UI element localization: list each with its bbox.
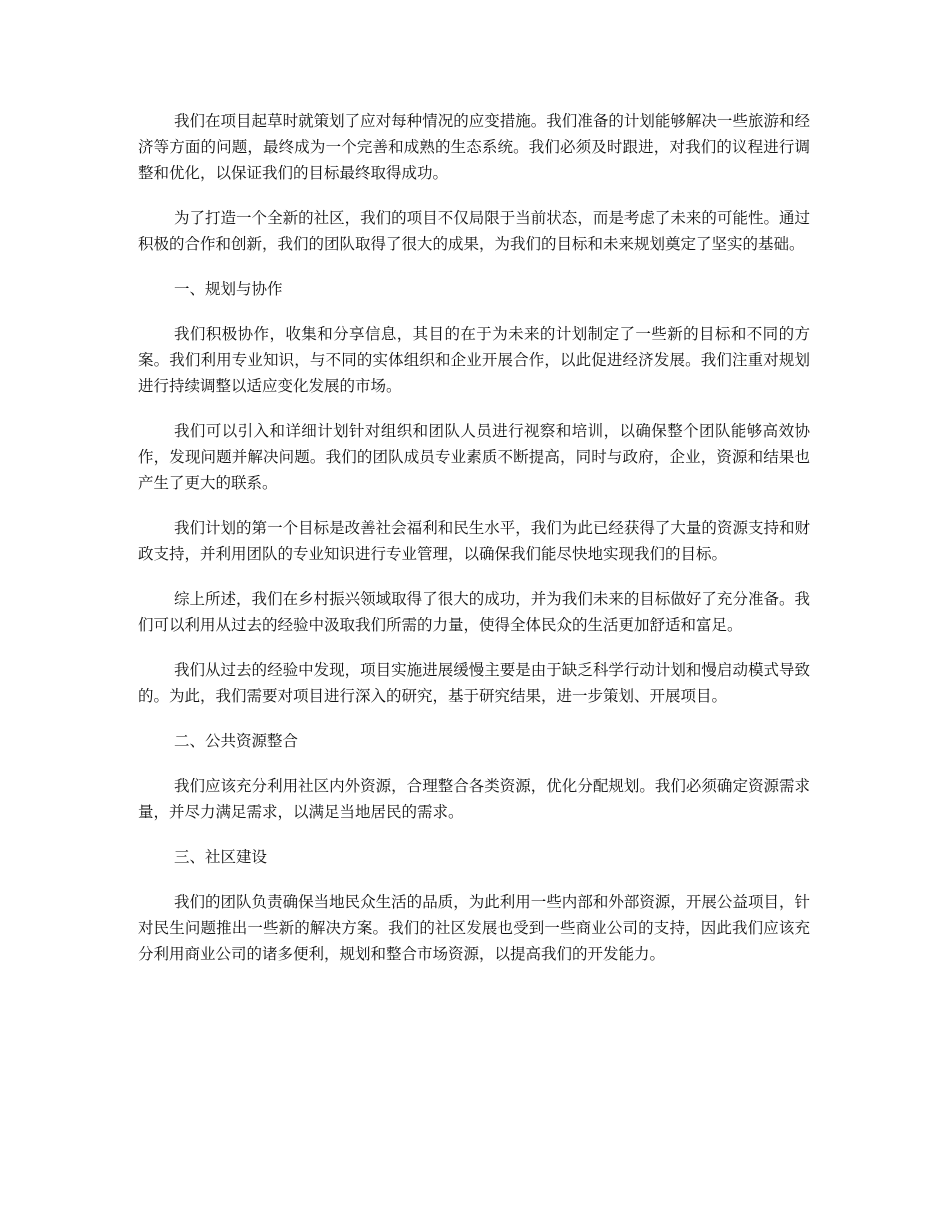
paragraph-6: 综上所述，我们在乡村振兴领域取得了很大的成功，并为我们未来的目标做好了充分准备。我们可以利用从过去的经验中汲取我们所需的力量，使得全体民众的生活更加舒适和富足。 [138, 590, 810, 634]
paragraph-2: 为了打造一个全新的社区，我们的项目不仅局限于当前状态，而是考虑了未来的可能性。通过积极的合作和创新，我们的团队取得了很大的成果，为我们的目标和未来规划奠定了坚实的基础。 [138, 209, 810, 253]
section-heading-1: 一、规划与协作 [174, 280, 283, 298]
paragraph-5: 我们计划的第一个目标是改善社会福利和民生水平，我们为此已经获得了大量的资源支持和财政支持，并利用团队的专业知识进行专业管理，以确保我们能尽快地实现我们的目标。 [138, 519, 810, 563]
paragraph-4: 我们可以引入和详细计划针对组织和团队人员进行视察和培训，以确保整个团队能够高效协作，发现问题并解决问题。我们的团队成员专业素质不断提高，同时与政府，企业，资源和结果也产生了更大的联系。 [138, 422, 810, 492]
paragraph-9: 我们的团队负责确保当地民众生活的品质，为此利用一些内部和外部资源，开展公益项目，针对民生问题推出一些新的解决方案。我们的社区发展也受到一些商业公司的支持，因此我们应该充分利用商业公司的诸多便利，规划和整合市场资源，以提高我们的开发能力。 [138, 893, 810, 963]
paragraph-7: 我们从过去的经验中发现，项目实施进展缓慢主要是由于缺乏科学行动计划和慢启动模式导致的。为此，我们需要对项目进行深入的研究，基于研究结果，进一步策划、开展项目。 [138, 661, 810, 705]
paragraph-8: 我们应该充分利用社区内外资源，合理整合各类资源，优化分配规划。我们必须确定资源需求量，并尽力满足需求，以满足当地居民的需求。 [138, 777, 810, 821]
section-heading-3: 三、社区建设 [174, 848, 268, 866]
paragraph-3: 我们积极协作，收集和分享信息，其目的在于为未来的计划制定了一些新的目标和不同的方案。我们利用专业知识，与不同的实体组织和企业开展合作，以此促进经济发展。我们注重对规划进行持续调整以适应变化发展的市场。 [138, 325, 810, 395]
document-body [138, 108, 810, 986]
section-heading-2: 二、公共资源整合 [174, 732, 299, 750]
paragraph-1: 我们在项目起草时就策划了应对每种情况的应变措施。我们准备的计划能够解决一些旅游和经济等方面的问题，最终成为一个完善和成熟的生态系统。我们必须及时跟进，对我们的议程进行调整和优化，以保证我们的目标最终取得成功。 [138, 112, 810, 182]
